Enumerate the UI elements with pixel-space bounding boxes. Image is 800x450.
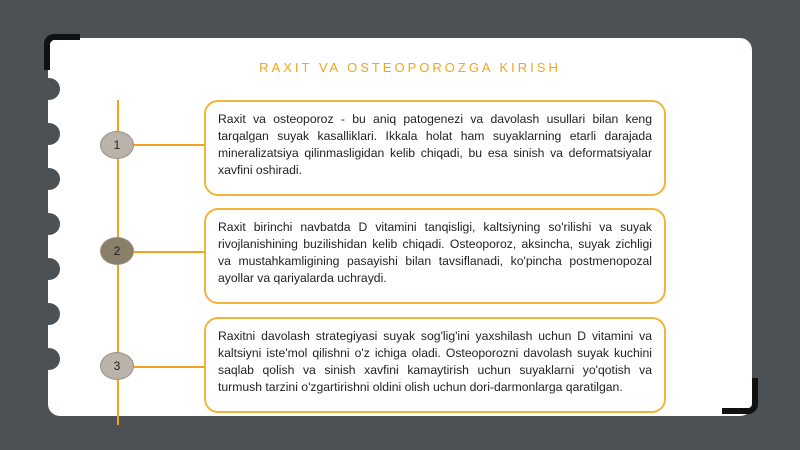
connector-line (134, 366, 204, 368)
slide-title: RAXIT VA OSTEOPOROZGA KIRISH (259, 60, 561, 75)
binding-hole (38, 78, 60, 100)
corner-bracket-bottom-right (722, 378, 758, 414)
binding-hole (38, 348, 60, 370)
binding-hole (38, 123, 60, 145)
binding-hole (38, 303, 60, 325)
binding-hole (38, 258, 60, 280)
step-text-box-3: Raxitni davolash strategiyasi suyak sog'lig'ini yaxshilash uchun D vitamini va kaltsiyni iste'mol qilishni o'z ichiga oladi. Osteoporozni davolash suyak kuchini saqlab qolish va sinish xavfini kamaytirish uchun suyaklarni yo'qotish va turmush tarzini o'zgartirishni oldini olish uchun dori-darmonlarga qaratilgan. (204, 317, 666, 413)
binding-hole (38, 213, 60, 235)
connector-line (134, 144, 204, 146)
step-marker-3: 3 (100, 352, 134, 380)
corner-bracket-top-left (44, 34, 80, 70)
step-marker-2: 2 (100, 237, 134, 265)
binding-hole (38, 168, 60, 190)
step-text-box-1: Raxit va osteoporoz - bu aniq patogenezi va davolash usullari bilan keng tarqalgan suyak kasalliklari. Ikkala holat ham suyaklarning etarli darajada mineralizatsiya qilinmasligidan kelib chiqadi, bu esa sinish va deformatsiyalar xavfini oshiradi. (204, 100, 666, 196)
step-text-box-2: Raxit birinchi navbatda D vitamini tanqisligi, kaltsiyning so'rilishi va suyak rivojlanishining buzilishidan kelib chiqadi. Osteoporoz, aksincha, suyak zichligi va mustahkamligining pasayishi bilan tavsiflanadi, ko'pincha postmenopozal ayollar va qariyalarda uchraydi. (204, 208, 666, 304)
step-marker-1: 1 (100, 131, 134, 159)
connector-line (134, 251, 204, 253)
